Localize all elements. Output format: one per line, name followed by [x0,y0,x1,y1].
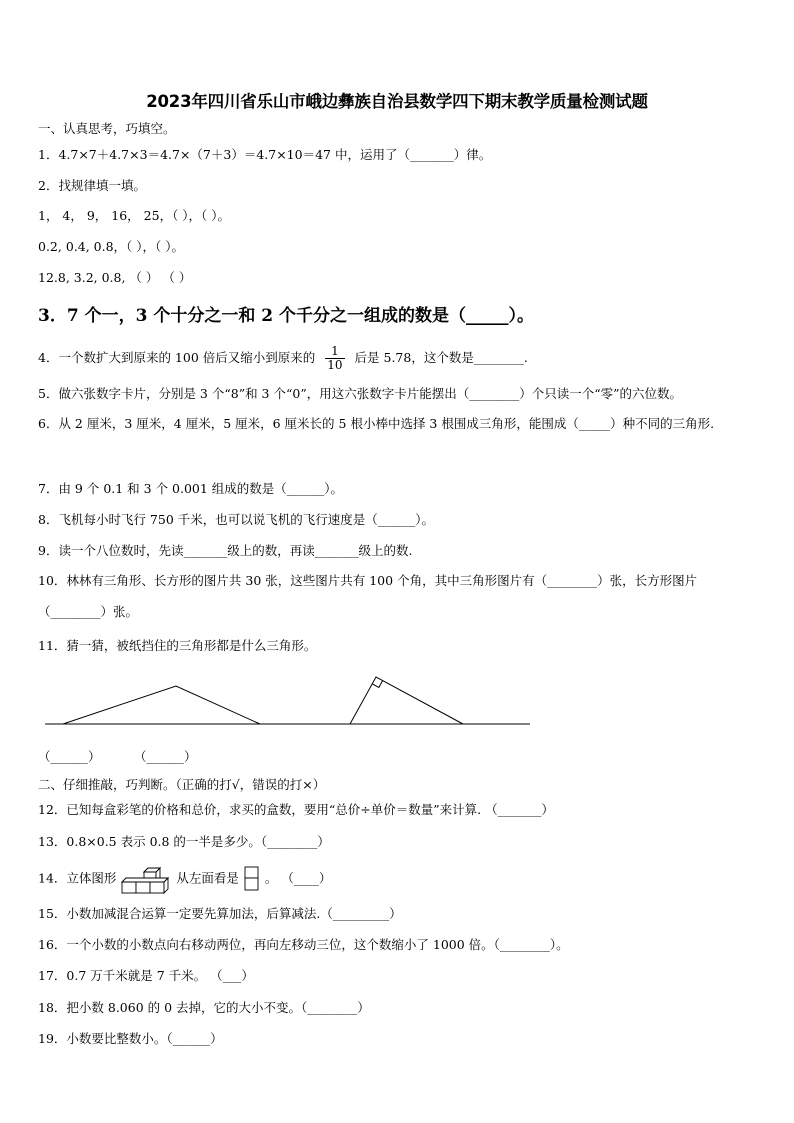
question-5: 5．做六张数字卡片，分别是 3 个“8”和 3 个“0”，用这六张数字卡片能摆出（________）个只读一个“零”的六位数。 [38,386,683,401]
fraction-denominator: 10 [327,358,343,372]
question-12: 12．已知每盒彩笔的价格和总价，求买的盒数，要用“总价÷单价＝数量”来计算. （_______） [38,802,554,817]
hidden-triangles-figure [0,660,794,740]
cube-stack-icon [120,864,172,894]
question-18: 18．把小数 8.060 的 0 去掉，它的大小不变。（________） [38,1000,370,1015]
question-7: 7．由 9 个 0.1 和 3 个 0.001 组成的数是（______）。 [38,481,344,496]
section-heading-fill-blank: 一、认真思考，巧填空。 [38,121,176,136]
fraction-one-tenth [325,345,344,372]
question-2: 2．找规律填一填。 [38,178,146,193]
question-14 [38,864,331,894]
question-1: 1．4.7×7＋4.7×3＝4.7×（7＋3）＝4.7×10＝47 中，运用了（_______）律。 [38,147,492,162]
question-8: 8．飞机每小时飞行 750 千米，也可以说飞机的飞行速度是（______）。 [38,512,435,527]
question-14-text-after: 。 （____） [264,870,332,886]
question-17: 17．0.7 万千米就是 7 千米。 （___） [38,968,254,983]
question-11: 11．猜一猜，被纸挡住的三角形都是什么三角形。 [38,638,317,653]
question-11-answer-1: （______） [38,749,101,764]
fraction-numerator: 1 [331,344,339,358]
question-15: 15．小数加减混合运算一定要先算加法，后算减法.（_________） [38,906,402,921]
page-title: 2023年四川省乐山市峨边彝族自治县数学四下期末教学质量检测试题 [146,92,648,111]
question-13: 13．0.8×0.5 表示 0.8 的一半是多少。（________） [38,834,330,849]
question-14-text-mid: 从左面看是 [176,870,239,886]
right-triangle-shape [350,677,463,724]
question-2-sequence-b: 0.2, 0.4, 0.8，（ ），（ ）。 [38,239,184,254]
question-10: 10．林林有三角形、长方形的图片共 30 张，这些图片共有 100 个角，其中三角形图片有（________）张，长方形图片（________）张。 [38,573,698,619]
section-heading-true-false: 二、仔细推敲，巧判断。（正确的打√，错误的打×） [38,777,326,792]
left-view-icon [243,865,261,893]
question-11-answer-2: （______） [134,749,197,764]
question-4-text-after: 后是 5.78，这个数是________. [354,350,528,365]
question-2-sequence-c: 12.8, 3.2, 0.8, （ ） （ ） [38,270,192,285]
question-4 [38,345,528,372]
question-9: 9．读一个八位数时，先读_______级上的数，再读_______级上的数. [38,543,413,558]
question-2-sequence-a: 1， 4， 9， 16， 25，（ ），（ ）。 [38,208,231,223]
question-4-text-before: 4．一个数扩大到原来的 100 倍后又缩小到原来的 [38,350,316,365]
question-6: 6．从 2 厘米，3 厘米，4 厘米，5 厘米，6 厘米长的 5 根小棒中选择 3 根围成三角形，能围成（_____）种不同的三角形. [38,416,715,431]
question-16: 16．一个小数的小数点向右移动两位，再向左移动三位，这个数缩小了 1000 倍。（________）。 [38,937,569,952]
obtuse-triangle-shape [63,686,260,724]
question-14-text-before: 14．立体图形 [38,870,117,886]
question-3: 3．7 个一，3 个十分之一和 2 个千分之一组成的数是（_____）。 [38,306,534,326]
question-19: 19．小数要比整数小。（______） [38,1031,223,1046]
